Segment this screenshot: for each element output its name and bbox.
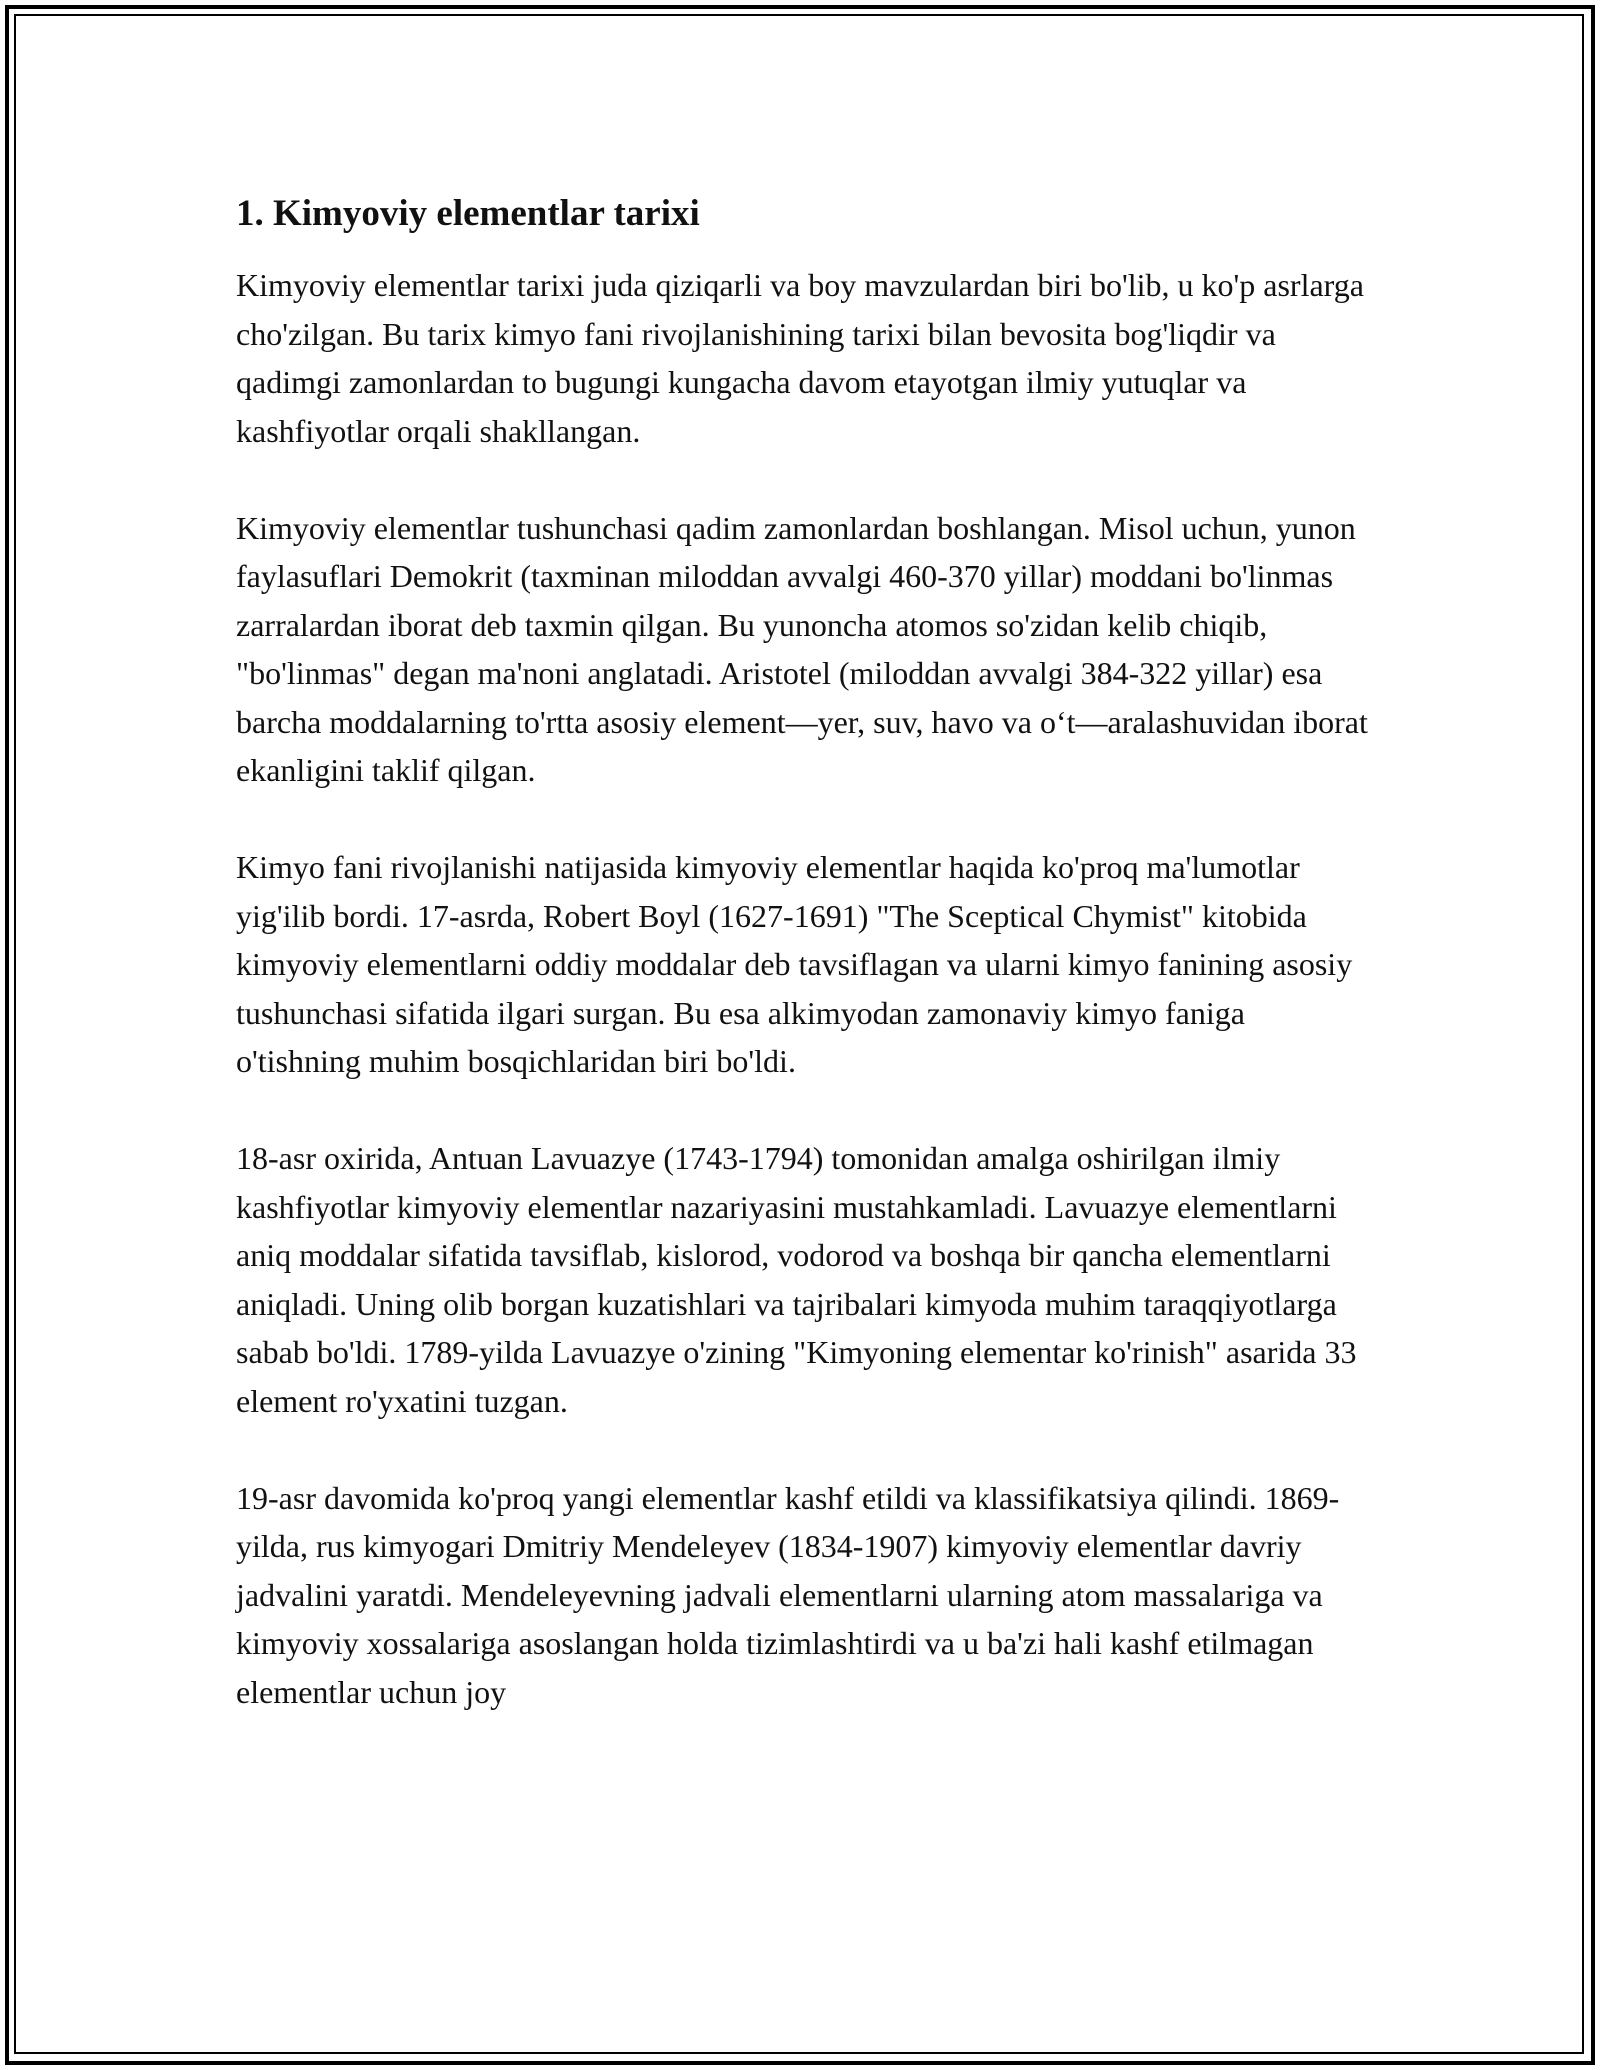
paragraph-1: Kimyoviy elementlar tarixi juda qiziqarli va boy mavzulardan biri bo'lib, u ko'p asrlarga cho'zilgan. Bu tarix kimyo fani rivojlanishining tarixi bilan bevosita bog'liqdir va qadimgi zamonlardan to bugungi kungacha davom etayotgan ilmiy yutuqlar va kashfiyotlar orqali shakllangan. — [236, 267, 1364, 449]
paragraph-3: Kimyo fani rivojlanishi natijasida kimyoviy elementlar haqida ko'proq ma'lumotlar yig'ilib bordi. 17-asrda, Robert Boyl (1627-1691) "The Sceptical Chymist" kitobida kimyoviy elementlarni oddiy moddalar deb tavsiflagan va ularni kimyo fanining asosiy tushunchasi sifatida ilgari surgan. Bu esa alkimyodan zamonaviy kimyo faniga o'tishning muhim bosqichlaridan biri bo'ldi. — [236, 849, 1353, 1079]
document-body — [236, 190, 1376, 1716]
paragraph-5: 19-asr davomida ko'proq yangi elementlar kashf etildi va klassifikatsiya qilindi. 1869-yilda, rus kimyogari Dmitriy Mendeleyev (1834-1907) kimyoviy elementlar davriy jadvalini yaratdi. Mendeleyevning jadvali elementlarni ularning atom massalariga va kimyoviy xossalariga asoslangan holda tizimlashtirdi va u ba'zi hali kashf etilmagan elementlar uchun joy — [236, 1479, 1340, 1710]
section-heading: 1. Kimyoviy elementlar tarixi — [236, 193, 700, 234]
paragraph-2: Kimyoviy elementlar tushunchasi qadim zamonlardan boshlangan. Misol uchun, yunon faylasuflari Demokrit (taxminan miloddan avvalgi 460-370 yillar) moddani bo'linmas zarralardan iborat deb taxmin qilgan. Bu yunoncha atomos so'zidan kelib chiqib, "bo'linmas" degan ma'noni anglatadi. Aristotel (miloddan avvalgi 384-322 yillar) esa barcha moddalarning to'rtta asosiy element—yer, suv, havo va o‘t—aralashuvidan iborat ekanligini taklif qilgan. — [236, 509, 1368, 788]
paragraph-4: 18-asr oxirida, Antuan Lavuazye (1743-1794) tomonidan amalga oshirilgan ilmiy kashfiyotlar kimyoviy elementlar nazariyasini mustahkamladi. Lavuazye elementlarni aniq moddalar sifatida tavsiflab, kislorod, vodorod va boshqa bir qancha elementlarni aniqladi. Uning olib borgan kuzatishlari va tajribalari kimyoda muhim taraqqiyotlarga sabab bo'ldi. 1789-yilda Lavuazye o'zining "Kimyoning elementar ko'rinish" asarida 33 element ro'yxatini tuzgan. — [236, 1140, 1357, 1419]
